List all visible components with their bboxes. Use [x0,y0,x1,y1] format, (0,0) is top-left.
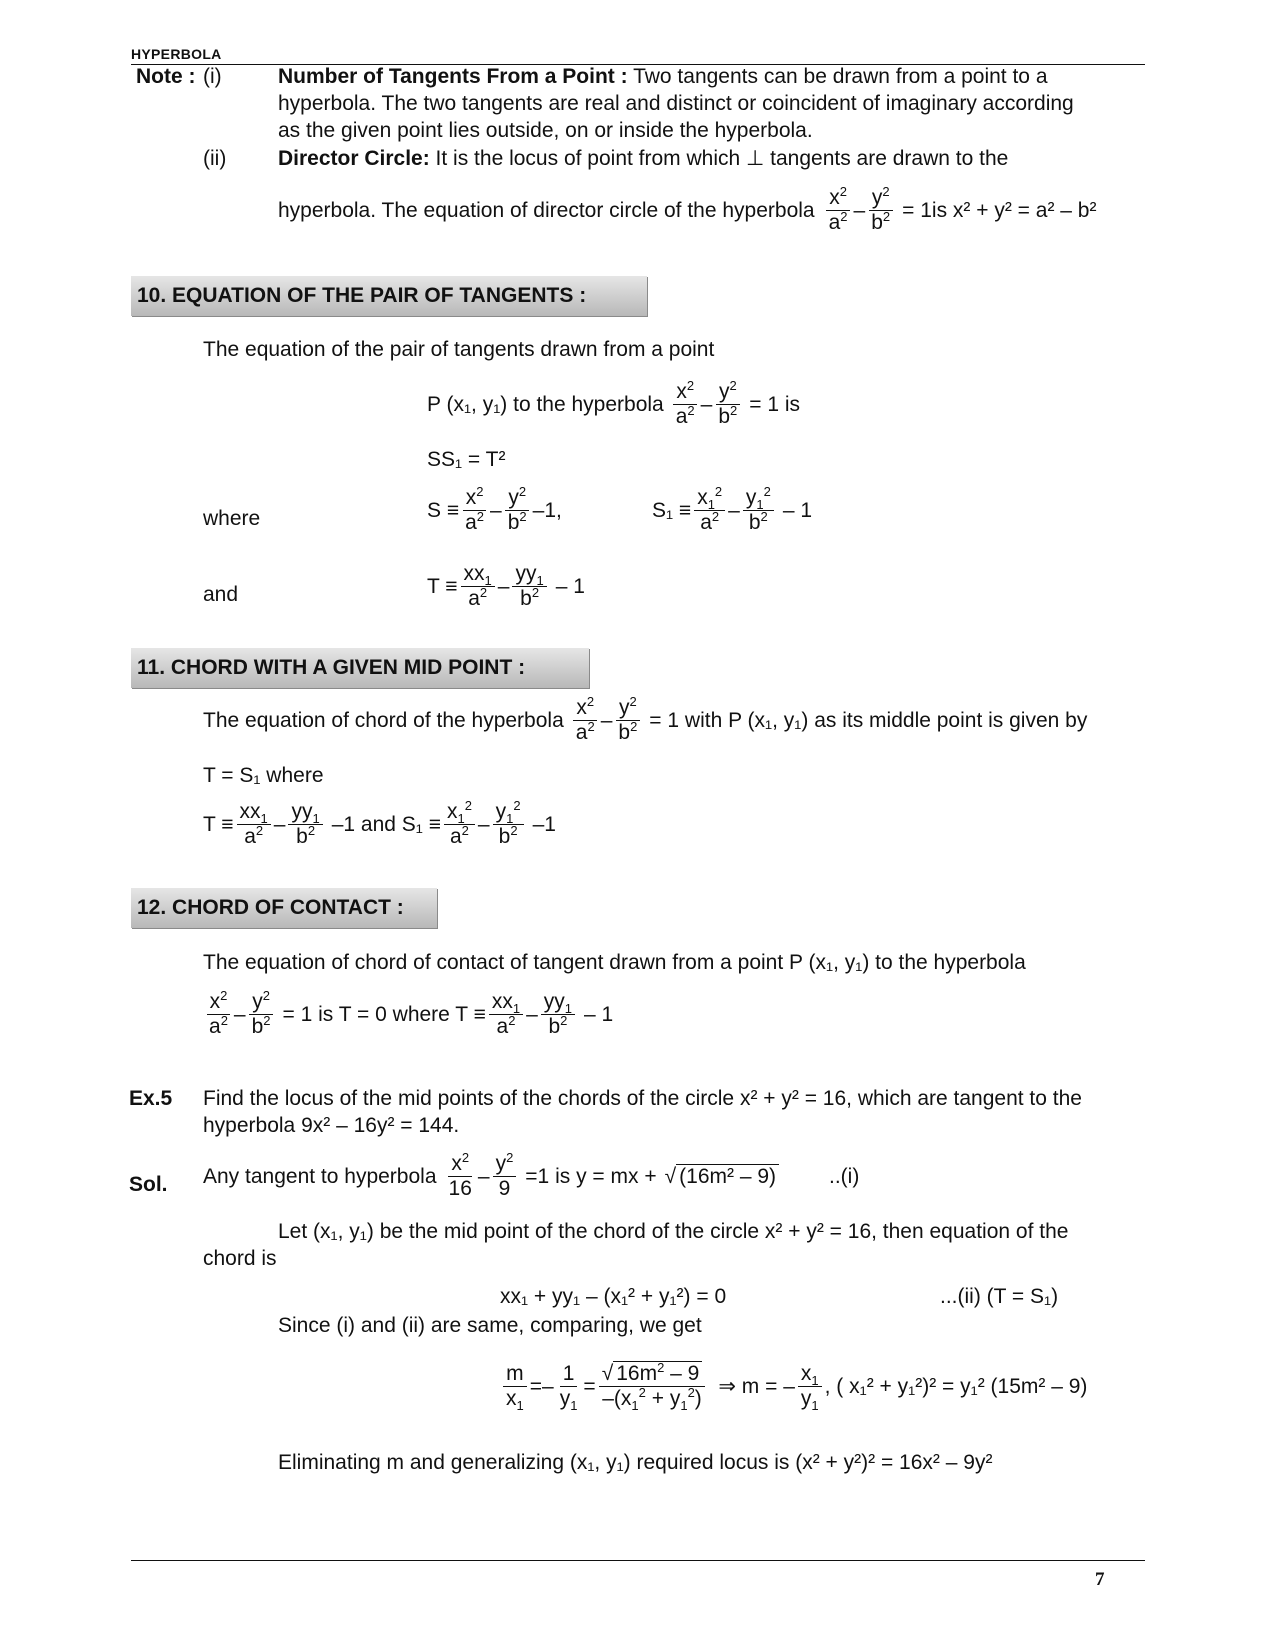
sec11-line1 [203,696,1087,745]
solution-label: Sol. [129,1173,168,1196]
section-10-heading: 10. EQUATION OF THE PAIR OF TANGENTS : [131,276,647,316]
sec10-point-is: = 1 is [749,392,801,416]
solution-line1 [203,1152,859,1201]
sec10-point-text: P (x₁, y₁) to the hyperbola [427,392,664,416]
hyperbola-equation: $x^2$ $a^2$ – $y^2$ $b^2$ [823,186,897,235]
note-ii-text3: = 1is x² + y² = a² – b² [902,198,1097,222]
sec11-line1-pre: The equation of chord of the hyperbola [203,708,564,732]
s-constant: –1, [532,498,562,522]
sec10-where: where [203,507,261,530]
hyperbola-equation: $x^2$ $a^2$ – $y^2$ $b^2$ [203,990,277,1039]
s1-expression: $x_1^2$ $a^2$ – $y_1^2$ $b^2$ [441,800,527,849]
note-i-line3: as the given point lies outside, on or inside the hyperbola. [278,119,813,142]
comparison-ratios: m $x_1$ =– 1 $y_1$ = √ $16m^2 - 9$ $-(x_1^2 + y_1^2)$ [500,1362,708,1411]
t-expression: $xx_1$ $a^2$ – $yy_1$ $b^2$ [486,990,578,1039]
sec11-t-s1-definition [203,800,556,849]
note-i-line2: hyperbola. The two tangents are real and distinct or coincident of imaginary according [278,92,1074,115]
note-i-text1: Two tangents can be drawn from a point to a [627,65,1048,88]
sec10-and: and [203,583,239,606]
t-symbol: T ≡ [203,812,234,836]
note-ii-text2: hyperbola. The equation of director circle of the hyperbola [278,198,815,222]
s1-constant: –1 [532,812,556,836]
section-12-heading: 12. CHORD OF CONTACT : [131,888,437,928]
chord-equation: xx₁ + yy₁ – (x₁² + y₁²) = 0 [500,1285,727,1308]
sec11-line1-post: = 1 with P (x₁, y₁) as its middle point is given by [649,708,1088,732]
example-question-line2: hyperbola 9x² – 16y² = 144. [203,1114,460,1137]
sec11-line2: T = S₁ where [203,764,324,787]
t-expression: $xx_1$ $a^2$ – $yy_1$ $b^2$ [458,562,550,611]
solution-line2: Let (x₁, y₁) be the mid point of the chord of the circle x² + y² = 16, then equation of the [278,1220,1069,1243]
solution-line1-mid: =1 is y = mx + [525,1164,657,1188]
note-ii-text1: It is the locus of point from which ⊥ tangents are drawn to the [429,147,1009,170]
solution-line3: chord is [203,1247,277,1270]
sec10-s1-definition [652,486,812,535]
page-number: 7 [1095,1569,1105,1590]
t-symbol: T ≡ [427,574,458,598]
sqrt-radicand: (16m² – 9) [676,1164,779,1188]
sec10-line1: The equation of the pair of tangents drawn from a point [203,338,715,361]
note-i-line1 [278,64,1048,90]
note-ii-line1 [278,146,1008,172]
t-constant: – 1 [584,1002,614,1026]
note-ii-title: Director Circle: [278,147,430,170]
solution-line4: Since (i) and (ii) are same, comparing, we get [278,1314,702,1337]
sec12-line2-mid: = 1 is T = 0 where T ≡ [282,1002,486,1026]
page-header-title: HYPERBOLA [131,46,222,62]
example-question-line1: Find the locus of the mid points of the chords of the circle x² + y² = 16, which are tangent to the [203,1087,1082,1110]
solution-line5: Eliminating m and generalizing (x₁, y₁) required locus is (x² + y²)² = 16x² – 9y² [278,1451,993,1474]
s1-expression: $x_1^2$ $a^2$ – $y_1^2$ $b^2$ [691,486,777,535]
example-label: Ex.5 [129,1087,173,1110]
hyperbola-equation: $x^2$ $a^2$ – $y^2$ $b^2$ [670,380,744,429]
equation-tag-ii: ...(ii) (T = S₁) [940,1285,1059,1308]
equation-tag-i: ..(i) [829,1164,860,1188]
s-expression: $x^2$ $a^2$ – $y^2$ $b^2$ [459,486,533,535]
hyperbola-equation: $x^2$ $a^2$ – $y^2$ $b^2$ [570,696,644,745]
t-constant: – 1 [555,574,585,598]
note-i-number: (i) [203,65,222,88]
given-hyperbola-equation: $x^2$ 16 – $y^2$ 9 [443,1152,520,1201]
sec10-s-definition [427,486,562,535]
s1-symbol: S₁ ≡ [652,498,692,522]
m-value: $x_1$ $y_1$ [795,1362,825,1411]
note-label: Note : [136,65,196,88]
sec11-and-s1: –1 and S₁ ≡ [331,812,441,836]
t-expression: $xx_1$ $a^2$ – $yy_1$ $b^2$ [234,800,326,849]
comparison-result [500,1360,1088,1414]
note-i-title: Number of Tangents From a Point : [278,65,628,88]
sec10-point-line [427,380,800,429]
sec12-line1: The equation of chord of contact of tangent drawn from a point P (x₁, y₁) to the hyperbola [203,951,1026,974]
s-symbol: S ≡ [427,498,460,522]
solution-line1-pre: Any tangent to hyperbola [203,1164,437,1188]
footer-rule [131,1560,1145,1561]
s1-constant: – 1 [782,498,813,522]
sqrt-expression: √ (16m² – 9) [665,1164,779,1190]
sec12-line2 [203,990,613,1039]
note-ii-line2 [278,186,1096,235]
note-ii-number: (ii) [203,147,227,170]
sec10-t-definition [427,562,585,611]
locus-relation: , ( x₁² + y₁²)² = y₁² (15m² – 9) [824,1374,1088,1398]
implies-m: ⇒ m = – [718,1374,795,1398]
section-11-heading: 11. CHORD WITH A GIVEN MID POINT : [131,648,589,688]
sec10-main-equation: SS₁ = T² [427,448,506,471]
